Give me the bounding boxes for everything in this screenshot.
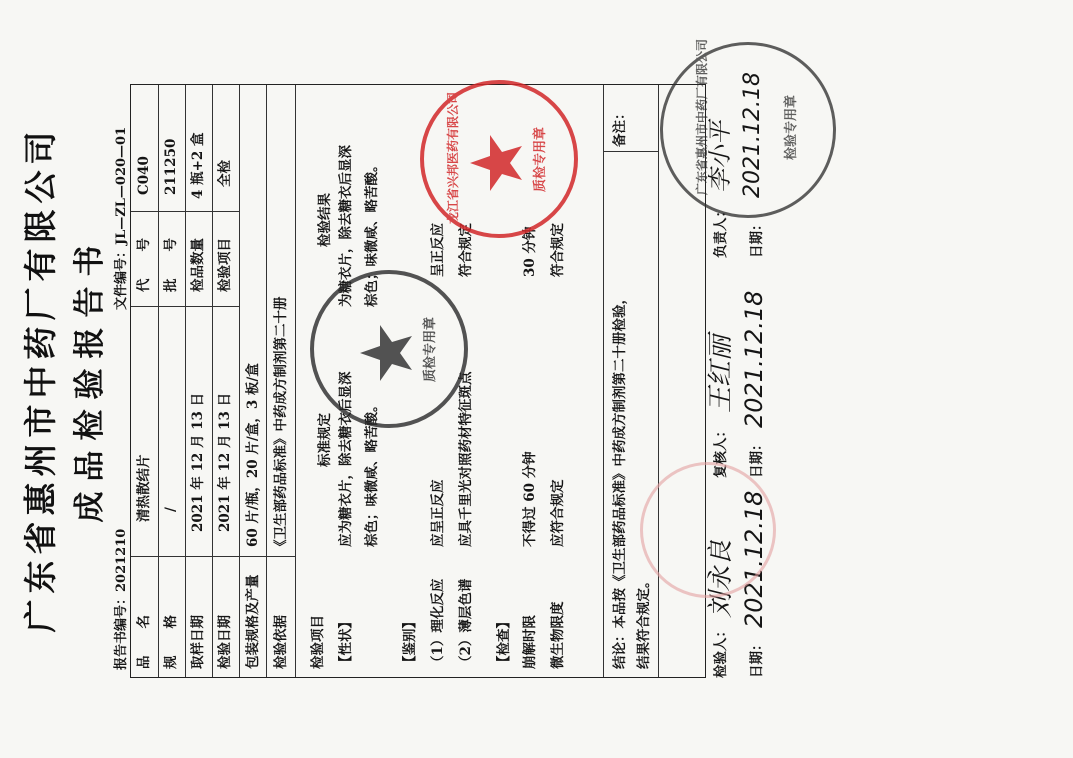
result-row-item: 【鉴别】	[402, 615, 418, 669]
result-row-result: 符合规定	[550, 223, 566, 277]
sampling-date-value: 2021 年 12 月 13 日	[190, 392, 206, 532]
result-row-result: 棕色；味微咸、略苦酸。	[364, 158, 380, 307]
batch-label: 批 号	[163, 238, 179, 292]
file-number: 文件编号：JL—ZL—020—01	[114, 126, 129, 310]
reviewer-date: 2021.12.18	[740, 290, 768, 428]
batch-value: 211250	[163, 138, 179, 195]
reviewer-label: 复核人：	[713, 424, 729, 478]
red-seal-text: 质检专用章	[533, 126, 548, 192]
result-row-standard: 棕色；味微咸、略苦酸。	[364, 398, 380, 547]
result-row-item: 【检查】	[496, 615, 512, 669]
red-qc-seal	[420, 80, 578, 238]
spec-value: /	[163, 507, 179, 512]
basis-value: 《卫生部药品标准》中药成方制剂第二十册	[273, 296, 289, 553]
result-row-result: 符合规定	[458, 223, 474, 277]
conclusion-line2: 结果符合规定。	[636, 574, 652, 669]
red-seal-company: 龙江省兴邦医药有限公司	[446, 91, 460, 224]
sample-quantity-label: 检品数量	[190, 238, 206, 292]
manager-signature: 李小平	[706, 121, 734, 193]
result-row-standard: 不得过 60 分钟	[522, 451, 538, 547]
product-name-label: 品 名	[136, 615, 152, 669]
result-row-standard: 应为糖衣片，除去糖衣后显深	[338, 371, 354, 547]
black-seal-text: 质检专用章	[423, 316, 438, 382]
result-row-standard: 应符合规定	[550, 479, 566, 547]
huizhou-seal-text: 检验专用章	[784, 94, 799, 160]
result-row-item: （1）理化反应	[430, 578, 446, 669]
result-row-item: （2）薄层色谱	[458, 578, 474, 669]
inspector-date: 2021.12.18	[740, 490, 768, 628]
spec-label: 规 格	[163, 615, 179, 669]
reviewer-date-label: 日期：	[749, 437, 765, 478]
code-label: 代 号	[136, 238, 152, 292]
result-row-item: 崩解时限	[522, 615, 538, 669]
result-row-result: 呈正反应	[430, 223, 446, 277]
black-qc-seal	[310, 270, 468, 428]
sampling-date-label: 取样日期	[190, 615, 206, 669]
result-row-item: 【性状】	[338, 615, 354, 669]
product-name-value: 清热散结片	[136, 454, 152, 522]
inspection-date-value: 2021 年 12 月 13 日	[217, 392, 233, 532]
document-title: 成品检验报告书	[72, 235, 108, 523]
manager-date-label: 日期：	[749, 217, 765, 258]
result-row-standard: 应具千里光对照药材特征斑点	[458, 371, 474, 547]
inspection-items-label: 检验项目	[217, 238, 233, 292]
inspector-signature: 刘永良	[706, 539, 736, 618]
huizhou-seal-company: 广东省惠州市中药厂有限公司	[695, 38, 709, 195]
code-value: C040	[136, 156, 152, 195]
result-row-item: 微生物限度	[550, 601, 566, 669]
reviewer-signature: 王红丽	[706, 334, 736, 413]
package-label: 包装规格及产量	[245, 574, 261, 669]
company-name: 广东省惠州市中药厂有限公司	[21, 125, 60, 633]
conclusion-line1: 结论：本品按《卫生部药品标准》中药成方制剂第二十册检验，	[612, 291, 628, 669]
manager-label: 负责人：	[713, 204, 729, 258]
result-row-result: 30 分钟	[522, 226, 538, 277]
inspection-items-value: 全检	[217, 160, 233, 187]
huizhou-inspection-seal	[660, 38, 836, 218]
manager-date: 2021.12.18	[740, 72, 765, 198]
inspector-label: 检验人：	[713, 624, 729, 678]
result-row-standard: 应呈正反应	[430, 479, 446, 547]
inspection-date-label: 检验日期	[217, 615, 233, 669]
report-number: 报告书编号：2021210	[114, 528, 129, 670]
inspector-date-label: 日期：	[749, 637, 765, 678]
faded-red-seal	[640, 462, 776, 598]
result-row-result: 为糖衣片，除去糖衣后显深	[338, 145, 354, 307]
sample-quantity-value: 4 瓶+2 盒	[190, 132, 206, 199]
col-standard-header: 标准规定	[317, 413, 333, 467]
package-value: 60 片/瓶，20 片/盒，3 板/盒	[245, 363, 261, 547]
col-result-header: 检验结果	[317, 193, 333, 247]
basis-label: 检验依据	[273, 615, 289, 669]
remark-label: 备注：	[612, 106, 628, 147]
col-item-header: 检验项目	[310, 615, 326, 669]
